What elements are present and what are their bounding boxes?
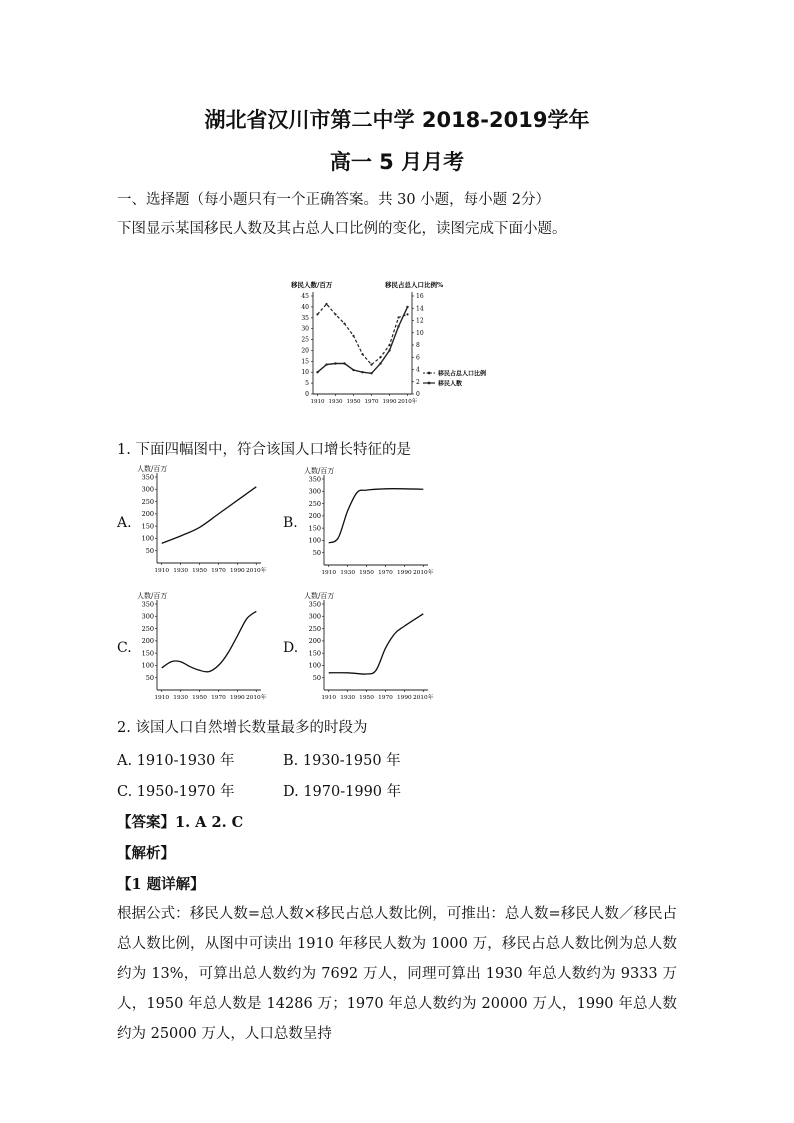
y-axis-title: 人数/百万 [304, 592, 335, 600]
y-tick-label: 300 [141, 485, 154, 494]
y-tick-label: 50 [312, 674, 321, 683]
x-tick-label: 1930 [340, 570, 356, 576]
ratio-point [406, 313, 408, 315]
option-label-a: A. [117, 515, 132, 531]
x-tick-label: 1990 [396, 570, 412, 576]
q2-option-d: D. 1970-1990 年 [283, 784, 402, 800]
y-tick-label: 300 [308, 487, 321, 496]
y-tick-label: 200 [308, 512, 321, 521]
answer-line: 【答案】1. A 2. C [117, 814, 244, 831]
y-tick-label: 50 [145, 547, 154, 556]
x-tick-label: 2010年 [245, 695, 267, 701]
main-right-axis-title: 移民占总人口比例% [385, 281, 444, 289]
option-chart-a [133, 463, 268, 575]
ratio-point [379, 356, 381, 358]
y-tick-label: 100 [308, 661, 321, 670]
y-tick-label: 100 [308, 536, 321, 545]
right-tick-label: 4 [416, 366, 420, 374]
population-curve [329, 489, 424, 543]
ratio-point [316, 313, 318, 315]
x-tick-label: 1970 [378, 570, 393, 576]
x-tick-label: 2010年 [397, 399, 418, 405]
ratio-point [370, 364, 372, 366]
ratio-point [388, 344, 390, 346]
q2-option-c: C. 1950-1970 年 [117, 784, 235, 800]
y-tick-label: 250 [308, 499, 321, 508]
ratio-point [352, 335, 354, 337]
y-tick-label: 250 [141, 497, 154, 506]
right-tick-label: 2 [416, 378, 420, 386]
analysis-heading: 【解析】 [117, 845, 175, 862]
population-curve [329, 614, 424, 674]
y-tick-label: 100 [141, 661, 154, 670]
left-tick-label: 40 [301, 303, 309, 311]
left-tick-label: 45 [301, 293, 309, 300]
right-tick-label: 10 [416, 329, 424, 337]
population-curve [162, 611, 257, 671]
option-chart-c [133, 590, 268, 702]
left-tick-label: 25 [301, 336, 309, 344]
x-tick-label: 1930 [340, 695, 356, 701]
right-tick-label: 0 [416, 391, 420, 398]
x-tick-label: 1970 [364, 399, 379, 405]
count-point [370, 372, 372, 374]
y-tick-label: 150 [141, 522, 154, 531]
y-tick-label: 150 [141, 649, 154, 658]
count-point [352, 369, 354, 371]
option-chart-b [300, 465, 440, 577]
option-label-d: D. [283, 640, 299, 656]
count-point [316, 371, 318, 373]
x-tick-label: 1990 [396, 695, 412, 701]
left-tick-label: 0 [305, 391, 309, 398]
population-curve [162, 487, 257, 544]
count-point [406, 306, 408, 308]
y-tick-label: 150 [308, 524, 321, 533]
ratio-point [325, 303, 327, 305]
ratio-point [361, 353, 363, 355]
option-chart-d [300, 590, 440, 702]
x-tick-label: 1970 [378, 695, 393, 701]
left-tick-label: 35 [301, 314, 309, 322]
y-tick-label: 50 [312, 549, 321, 558]
y-tick-label: 350 [141, 473, 154, 482]
x-tick-label: 2010年 [245, 568, 267, 574]
q2-option-a: A. 1910-1930 年 [117, 753, 235, 769]
count-point [397, 325, 399, 327]
y-tick-label: 150 [308, 649, 321, 658]
left-tick-label: 30 [301, 325, 309, 333]
x-tick-label: 1970 [211, 695, 226, 701]
detail-heading: 【1 题详解】 [117, 876, 205, 893]
ratio-point [343, 322, 345, 324]
y-tick-label: 50 [145, 674, 154, 683]
left-tick-label: 10 [301, 369, 309, 377]
legend-count-label: 移民人数 [438, 380, 463, 388]
x-tick-label: 1970 [211, 568, 226, 574]
ratio-point [334, 313, 336, 315]
y-tick-label: 200 [308, 637, 321, 646]
option-label-b: B. [283, 515, 298, 531]
legend-ratio-marker [428, 372, 431, 375]
count-point [343, 362, 345, 364]
x-tick-label: 1990 [229, 695, 245, 701]
y-axis-title: 人数/百万 [304, 467, 335, 475]
right-tick-label: 16 [416, 293, 424, 300]
x-tick-label: 1930 [328, 399, 343, 405]
explanation-paragraph: 根据公式：移民人数=总人数×移民占总人数比例，可推出：总人数=移民人数／移民占总人数比例，从图中可读出 1910 年移民人数为 1000 万，移民占总人数比例为总人数约为 13%，可算出总人数约为 7692 万人，同理可算出 1930 年总人数约为 9333 万人，1950 年总人数是 14286 万；1970 年总人数约为 20000 万人，1990 年总人数约为 25000 万人，人口总数呈持 [117, 906, 677, 1042]
count-point [388, 349, 390, 351]
y-tick-label: 200 [141, 510, 154, 519]
y-tick-label: 200 [141, 637, 154, 646]
y-tick-label: 300 [308, 612, 321, 621]
page-subtitle: 高一 5 月月考 [329, 150, 465, 174]
main-left-axis-title: 移民人数/百万 [291, 281, 333, 289]
x-tick-label: 1910 [154, 568, 170, 574]
y-tick-label: 250 [308, 624, 321, 633]
legend-count-marker [428, 382, 431, 385]
x-tick-label: 2010年 [412, 695, 434, 701]
x-tick-label: 1910 [154, 695, 170, 701]
x-tick-label: 1910 [321, 570, 337, 576]
x-tick-label: 1990 [382, 399, 397, 405]
x-tick-label: 1930 [173, 695, 189, 701]
question-1: 1. 下面四幅图中，符合该国人口增长特征的是 [117, 442, 411, 458]
count-point [379, 362, 381, 364]
option-label-c: C. [117, 640, 132, 656]
y-tick-label: 350 [141, 600, 154, 609]
y-tick-label: 100 [141, 534, 154, 543]
legend-ratio-label: 移民占总人口比例 [438, 370, 487, 378]
right-tick-label: 14 [416, 305, 424, 313]
x-tick-label: 1910 [310, 399, 325, 405]
x-tick-label: 1950 [192, 568, 207, 574]
left-tick-label: 5 [305, 380, 309, 388]
left-tick-label: 15 [301, 358, 309, 366]
count-point [361, 371, 363, 373]
ratio-point [397, 316, 399, 318]
x-tick-label: 1930 [173, 568, 189, 574]
series-line-ratio [318, 304, 408, 365]
y-axis-title: 人数/百万 [137, 465, 168, 473]
x-tick-label: 1950 [346, 399, 361, 405]
x-tick-label: 1950 [359, 570, 374, 576]
x-tick-label: 1950 [359, 695, 374, 701]
left-tick-label: 20 [301, 347, 309, 355]
x-tick-label: 1950 [192, 695, 207, 701]
question-intro: 下图显示某国移民人数及其占总人口比例的变化，读图完成下面小题。 [117, 221, 567, 237]
x-tick-label: 1910 [321, 695, 337, 701]
right-tick-label: 12 [416, 317, 424, 325]
y-axis-title: 人数/百万 [137, 592, 168, 600]
count-point [325, 363, 327, 365]
q2-option-b: B. 1930-1950 年 [283, 753, 401, 769]
y-tick-label: 300 [141, 612, 154, 621]
count-point [334, 362, 336, 364]
x-tick-label: 2010年 [412, 570, 434, 576]
page-title: 湖北省汉川市第二中学 2018-2019学年 [204, 108, 590, 132]
right-tick-label: 8 [416, 342, 420, 349]
series-line-count [318, 307, 408, 373]
y-tick-label: 350 [308, 475, 321, 484]
right-tick-label: 6 [416, 354, 420, 362]
main-chart [285, 278, 510, 408]
section-heading: 一、选择题（每小题只有一个正确答案。共 30 小题，每小题 2分） [117, 192, 551, 208]
y-tick-label: 250 [141, 624, 154, 633]
y-tick-label: 350 [308, 600, 321, 609]
question-2: 2. 该国人口自然增长数量最多的时段为 [117, 720, 368, 736]
x-tick-label: 1990 [229, 568, 245, 574]
